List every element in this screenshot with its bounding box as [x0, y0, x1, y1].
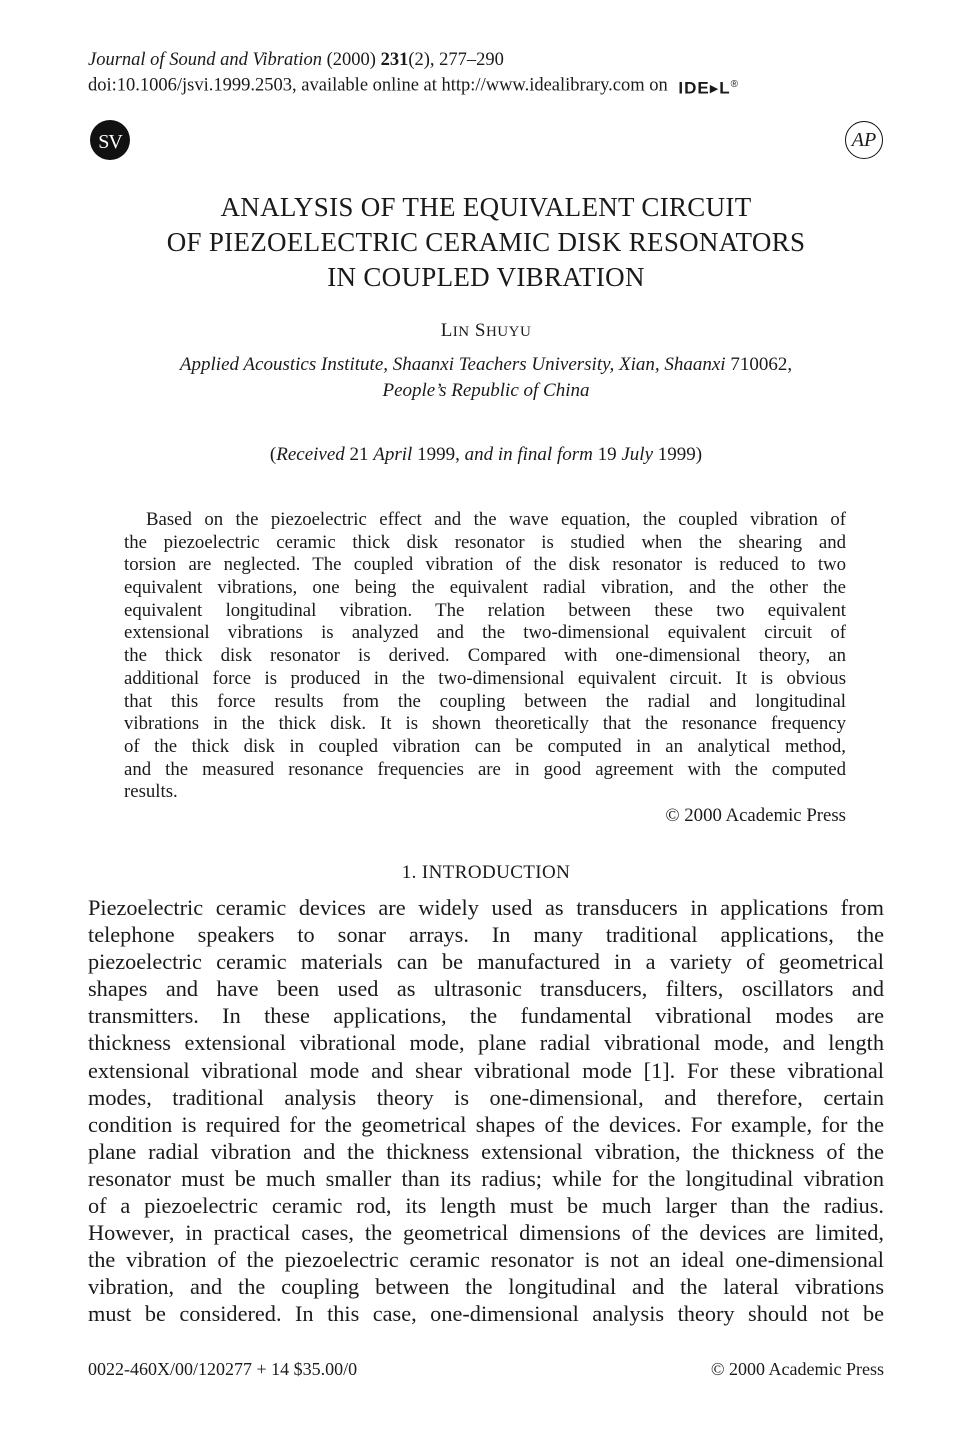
- ap-logo: AP: [845, 121, 883, 159]
- body-line: resonator must be much smaller than its radius; while for the longitudinal vibration: [88, 1165, 884, 1191]
- received-year: 1999,: [412, 444, 465, 465]
- journal-citation: [88, 48, 504, 72]
- sv-logo: SV: [90, 120, 130, 160]
- author-name: [88, 320, 884, 342]
- ideal-registered-mark: ®: [730, 79, 739, 90]
- abstract-copyright: © 2000 Academic Press: [665, 805, 846, 826]
- body-line: vibration, and the coupling between the longitudinal and the lateral vibrations: [88, 1274, 884, 1300]
- body-line: of a piezoelectric ceramic rod, its length must be much larger than the radius.: [88, 1193, 884, 1219]
- abstract-line: Based on the piezoelectric effect and the wave equation, the coupled vibration of: [146, 509, 846, 530]
- affiliation-country: People’s Republic of China: [382, 380, 590, 401]
- received-word: Received: [276, 444, 345, 465]
- journal-issue-pages: (2), 277–290: [408, 50, 504, 70]
- final-form-words: and in final form: [464, 444, 593, 465]
- received-day: 21: [344, 444, 374, 465]
- ideal-logo: [678, 73, 739, 101]
- body-line: the vibration of the piezoelectric ceramic resonator is not an ideal one-dimensional: [88, 1247, 884, 1273]
- final-month: July: [621, 444, 654, 465]
- affiliation-postcode: 710062,: [725, 354, 793, 375]
- journal-year: (2000): [326, 50, 376, 70]
- final-day: 19: [592, 444, 622, 465]
- body-line: shapes and have been used as ultrasonic transducers, filters, oscillators and: [88, 976, 884, 1002]
- body-line: piezoelectric ceramic materials can be manufactured in a variety of geometrical: [88, 949, 884, 975]
- abstract-line: that this force results from the coupling between the radial and longitudinal: [124, 690, 846, 712]
- introduction-text: [88, 894, 884, 1328]
- received-month: April: [373, 444, 413, 465]
- body-line: transmitters. In these applications, the fundamental vibrational modes are: [88, 1003, 884, 1029]
- body-line: thickness extensional vibrational mode, plane radial vibrational mode, and length: [88, 1030, 884, 1056]
- journal-name: Journal of Sound and Vibration: [88, 50, 322, 70]
- body-line: modes, traditional analysis theory is one-dimensional, and therefore, certain: [88, 1084, 884, 1110]
- abstract-line: vibrations in the thick disk. It is shown theoretically that the resonance frequency: [124, 713, 846, 735]
- abstract-line: additional force is produced in the two-dimensional equivalent circuit. It is obvious: [124, 667, 846, 689]
- title-line: IN COUPLED VIBRATION: [327, 262, 645, 292]
- abstract-line: equivalent longitudinal vibration. The relation between these two equivalent: [124, 599, 846, 621]
- abstract-line: of the thick disk in coupled vibration can be computed in an analytical method,: [124, 735, 846, 757]
- received-open: (: [269, 444, 277, 465]
- body-line: Piezoelectric ceramic devices are widely used as transducers in applications from: [88, 895, 884, 920]
- doi-line: [88, 73, 739, 101]
- doi-text: doi:10.1006/jsvi.1999.2503, available online at http://www.idealibrary.com on: [88, 75, 668, 96]
- body-line: extensional vibrational mode and shear vibrational mode [1]. For these vibrational: [88, 1057, 884, 1083]
- section-heading: 1. INTRODUCTION: [401, 862, 571, 883]
- body-line: However, in practical cases, the geometrical dimensions of the devices are limited,: [88, 1220, 884, 1246]
- abstract-line: torsion are neglected. The coupled vibration of the disk resonator is reduced to two: [124, 554, 846, 576]
- abstract-line: equivalent vibrations, one being the equivalent radial vibration, and the other the: [124, 577, 846, 599]
- abstract-line: extensional vibrations is analyzed and the two-dimensional equivalent circuit of: [124, 622, 846, 644]
- footer-issn: 0022-460X/00/120277 + 14 $35.00/0: [88, 1359, 358, 1379]
- abstract-line: results.: [124, 781, 178, 803]
- paper-title: [88, 190, 884, 295]
- author-last-initial: S: [474, 320, 486, 341]
- abstract-line: the thick disk resonator is derived. Compared with one-dimensional theory, an: [124, 645, 846, 667]
- body-line: must be considered. In this case, one-dimensional analysis theory should not be: [88, 1301, 884, 1327]
- abstract-line: and the measured resonance frequencies are in good agreement with the computed: [124, 758, 846, 780]
- title-line: OF PIEZOELECTRIC CERAMIC DISK RESONATORS: [166, 227, 806, 257]
- journal-volume: 231: [380, 50, 409, 70]
- received-dates: [88, 444, 884, 466]
- affiliation-institute: Applied Acoustics Institute, Shaanxi Teachers University, Xian, Shaanxi: [179, 354, 726, 375]
- body-line: condition is required for the geometrical shapes of the devices. For example, for the: [88, 1111, 884, 1137]
- abstract: [124, 509, 846, 804]
- affiliation: [88, 352, 884, 404]
- author-first-rest: IN: [452, 324, 470, 340]
- final-year: 1999): [653, 444, 703, 465]
- author-last-rest: HUYU: [485, 324, 532, 340]
- abstract-line: the piezoelectric ceramic thick disk resonator is studied when the shearing and: [124, 531, 846, 553]
- body-line: telephone speakers to sonar arrays. In many traditional applications, the: [88, 922, 884, 948]
- ideal-logo-text: IDE▸L: [678, 78, 731, 98]
- footer-copyright: © 2000 Academic Press: [710, 1359, 884, 1379]
- body-line: plane radial vibration and the thickness extensional vibration, the thickness of the: [88, 1138, 884, 1164]
- author-first-initial: L: [440, 320, 453, 341]
- title-line: ANALYSIS OF THE EQUIVALENT CIRCUIT: [220, 192, 752, 222]
